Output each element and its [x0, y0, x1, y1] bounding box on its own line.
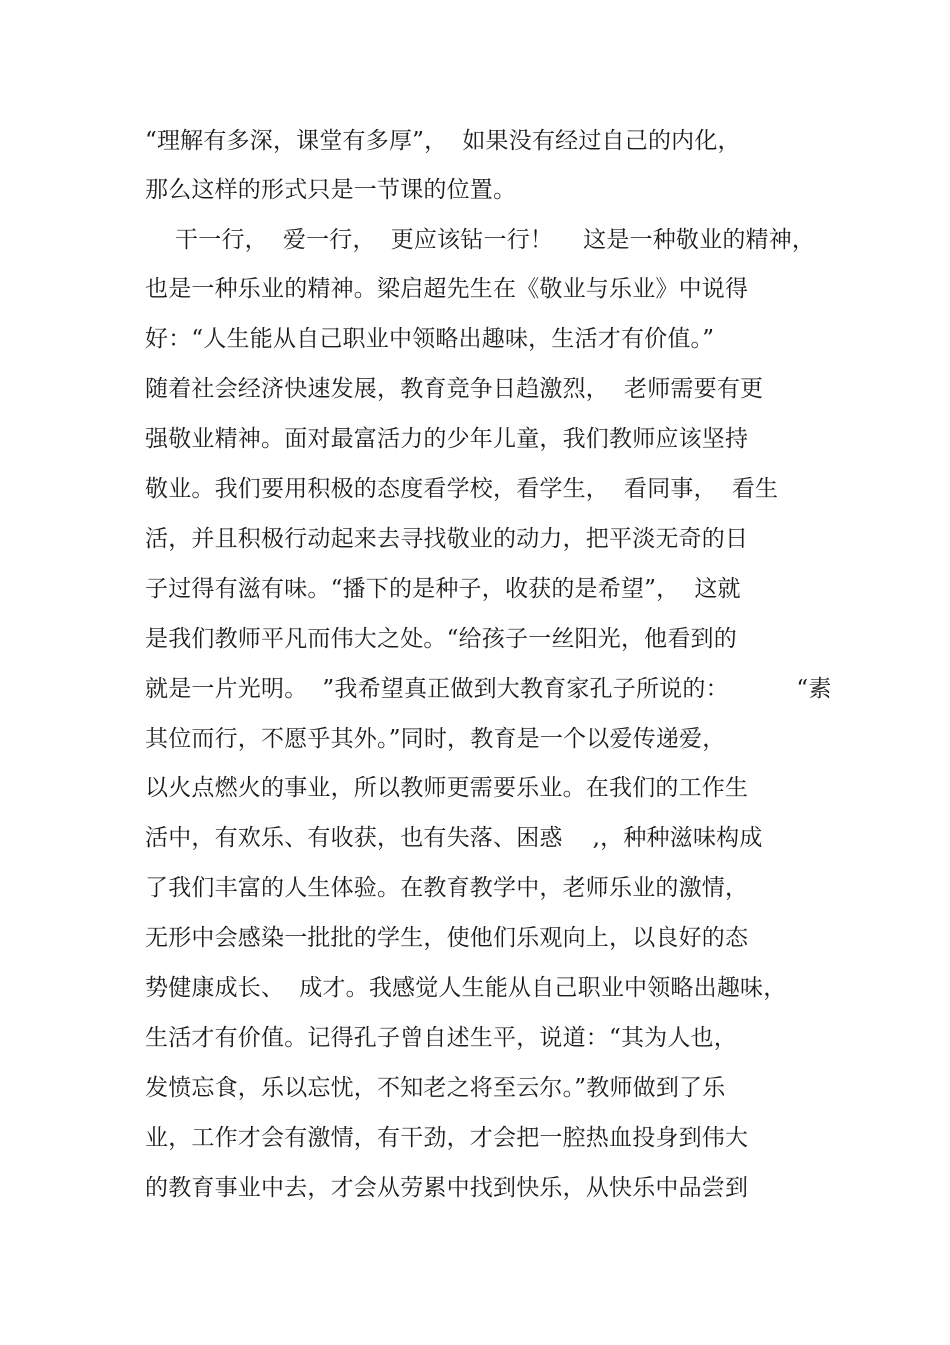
text-line: 势健康成长、 成才。我感觉人生能从自己职业中领略出趣味， [145, 975, 787, 1001]
text-line: 活中，有欢乐、有收获，也有失落、困惑 ,，种种滋味构成 [145, 825, 763, 851]
text-line: “理解有多深，课堂有多厚”， 如果没有经过自己的内化， [145, 128, 741, 154]
text-line: 生活才有价值。记得孔子曾自述生平，说道：“其为人也， [145, 1025, 737, 1051]
text-line: 好：“人生能从自己职业中领略出趣味，生活才有价值。” [145, 326, 715, 352]
text-line: 其位而行，不愿乎其外。”同时，教育是一个以爱传递爱， [145, 726, 726, 752]
text-line: 就是一片光明。 ”我希望真正做到大教育家孔子所说的： “素 [145, 676, 832, 702]
text-line: 随着社会经济快速发展，教育竞争日趋激烈， 老师需要有更 [145, 376, 764, 402]
text-line: 干一行， 爱一行， 更应该钻一行！ 这是一种敬业的精神， [145, 227, 816, 253]
text-line: 活，并且积极行动起来去寻找敬业的动力，把平淡无奇的日 [145, 526, 749, 552]
text-line: 发愤忘食，乐以忘忧，不知老之将至云尔。”教师做到了乐 [145, 1075, 726, 1101]
text-line: 业，工作才会有激情，有干劲，才会把一腔热血投身到伟大 [145, 1125, 749, 1151]
text-line: 敬业。我们要用积极的态度看学校，看学生， 看同事， 看生 [145, 476, 779, 502]
text-line: 了我们丰富的人生体验。在教育教学中，老师乐业的激情， [145, 875, 749, 901]
text-line: 也是一种乐业的精神。梁启超先生在《敬业与乐业》中说得 [145, 276, 749, 302]
text-line: 强敬业精神。面对最富活力的少年儿童，我们教师应该坚持 [145, 426, 749, 452]
text-line: 以火点燃火的事业，所以教师更需要乐业。在我们的工作生 [145, 775, 749, 801]
text-line: 那么这样的形式只是一节课的位置。 [145, 177, 517, 203]
text-line: 无形中会感染一批批的学生，使他们乐观向上，以良好的态 [145, 925, 749, 951]
text-line: 子过得有滋有味。“播下的是种子，收获的是希望”， 这就 [145, 576, 741, 602]
text-line: 是我们教师平凡而伟大之处。“给孩子一丝阳光，他看到的 [145, 626, 737, 652]
text-line: 的教育事业中去，才会从劳累中找到快乐，从快乐中品尝到 [145, 1175, 749, 1201]
